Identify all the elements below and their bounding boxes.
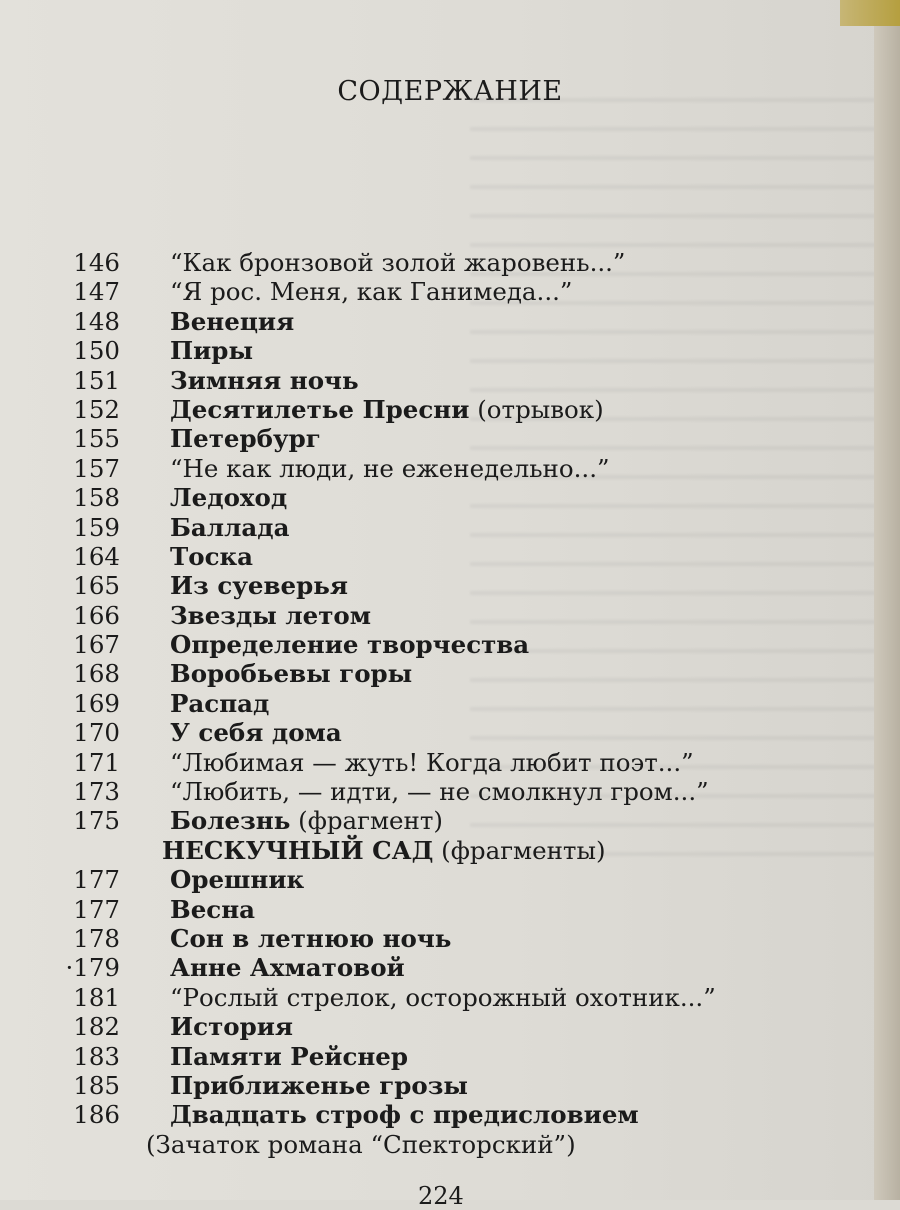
toc-page-number: 150 [73,336,120,366]
toc-entry [0,366,900,395]
toc-title [170,542,253,571]
toc-title [170,395,604,424]
toc-title [170,513,289,542]
toc-title-text: Десятилетье Пресни [170,394,470,424]
toc-entry [0,630,900,659]
toc-title-text: Распад [170,688,270,718]
toc-title-text: “Я рос. Меня, как Ганимеда...” [170,277,573,307]
toc-entry [0,895,900,924]
toc-page-number: 152 [73,394,120,424]
toc-page-number: 155 [73,424,120,454]
toc-entry [0,689,900,718]
toc-entry [0,424,900,453]
toc-page-number: 175 [73,806,120,836]
toc-page-number: 159 [73,512,120,542]
toc-title-text: “Как бронзовой золой жаровень...” [170,248,626,277]
toc-page-number: 185 [73,1070,120,1100]
toc-title-text: Памяти Рейснер [170,1041,409,1071]
toc-title [170,1100,639,1129]
toc-page-number: 165 [73,571,120,601]
toc-title [170,953,405,982]
toc-title [170,571,348,600]
toc-page-number: 148 [73,306,120,336]
toc-page-number: 178 [73,923,120,953]
toc-page-number: 169 [73,688,120,718]
toc-title-text: Приближенье грозы [170,1070,468,1100]
toc-page-number: 177 [73,865,120,895]
toc-title [146,1130,576,1159]
toc-title-text: История [170,1012,293,1042]
toc-title [170,924,451,953]
toc-title-text: Сон в летнюю ночь [170,923,452,953]
toc-title-text: Воробьевы горы [170,659,413,689]
toc-title-note: (фрагмент) [290,806,443,836]
toc-title [170,777,709,806]
toc-title [170,659,412,688]
toc-entry [0,659,900,688]
toc-title-text: Тоска [170,541,254,571]
toc-title [170,307,294,336]
toc-title-text: Анне Ахматовой [170,953,405,983]
toc-title [170,424,321,453]
toc-title [170,1042,408,1071]
toc-entry [0,454,900,483]
toc-title [170,806,443,835]
toc-title-text: Орешник [170,865,305,895]
toc-entry [0,1012,900,1041]
toc-title-text: “Любимая — жуть! Когда любит поэт...” [170,747,694,777]
toc-entry [0,748,900,777]
toc-title-text: Звезды летом [170,600,372,630]
toc-title [170,865,304,894]
page-number: 224 [418,1182,464,1210]
toc-entry [0,277,900,306]
toc-entry [0,924,900,953]
toc-title-text: “Рослый стрелок, осторожный охотник...” [170,982,716,1012]
toc-title-text: Из суеверья [170,571,348,601]
toc-title [170,983,716,1012]
toc-page-number: 147 [73,277,120,307]
toc-title-text: Двадцать строф с предисловием [170,1100,639,1130]
toc-title [170,454,610,483]
toc-page-number: 186 [73,1100,120,1130]
toc-title-text: “Любить, — идти, — не смолкнул гром...” [170,777,709,807]
toc-entry [0,983,900,1012]
toc-title-text: Ледоход [170,483,288,513]
toc-title-text: Петербург [170,424,321,454]
toc-title [170,366,359,395]
toc-page-number: 158 [73,483,120,513]
toc-title-text: Баллада [170,512,290,542]
toc-title [170,689,269,718]
toc-title-text: У себя дома [170,718,342,748]
toc-page-number: 173 [73,777,120,807]
toc-title [170,277,572,306]
toc-title [170,748,694,777]
toc-entry [0,542,900,571]
toc-entry [0,865,900,894]
toc-entry [0,1042,900,1071]
toc-entry [0,513,900,542]
toc-title [170,1071,468,1100]
toc-page-number: 183 [73,1041,120,1071]
toc-page-number: 168 [73,659,120,689]
toc-title-text: Зимняя ночь [170,365,359,395]
toc-entry [0,718,900,747]
toc-page-number: 157 [73,453,120,483]
toc-page-number: 167 [73,630,120,660]
toc-title-text: Весна [170,894,256,924]
toc-page-number: 170 [73,718,120,748]
toc-title-text: Венеция [170,306,295,336]
toc-page-number: 182 [73,1012,120,1042]
toc-entry [0,307,900,336]
toc-entry [0,336,900,365]
cover-edge [840,0,900,26]
toc-page-number: 181 [73,982,120,1012]
toc-title [170,336,253,365]
toc-page-number: 166 [73,600,120,630]
toc-entry [0,806,900,835]
toc-title-note: (фрагменты) [433,835,606,865]
toc-entry [0,1071,900,1100]
toc-title-text: Определение творчества [170,630,530,660]
toc-entry [0,1100,900,1129]
toc-title-text: НЕСКУЧНЫЙ САД [162,835,434,865]
toc-title [170,1012,293,1041]
toc-section-heading [0,836,900,865]
toc-title-text: “Не как люди, не еженедельно...” [170,453,610,483]
table-of-contents [0,248,900,1159]
toc-entry [0,777,900,806]
toc-title [170,483,287,512]
toc-entry [0,483,900,512]
toc-entry [0,395,900,424]
toc-title-note: (отрывок) [469,394,604,424]
toc-page-number: 146 [73,248,120,277]
toc-entry [0,601,900,630]
toc-title [170,248,625,277]
toc-title [170,895,255,924]
toc-page-number: 151 [73,365,120,395]
page-title: СОДЕРЖАНИЕ [337,76,563,107]
toc-page-number: 164 [73,541,120,571]
toc-page-number: 171 [73,747,120,777]
toc-title [170,601,371,630]
toc-title-text: Болезнь [170,806,291,836]
toc-page-number: ·179 [65,953,120,983]
toc-title-text: Пиры [170,336,253,366]
toc-entry [0,248,900,277]
toc-title [170,630,529,659]
toc-entry [0,953,900,982]
page-folio [418,1182,488,1210]
toc-title [170,718,342,747]
toc-entry [0,1130,900,1159]
toc-title-text: (Зачаток романа “Спекторский”) [146,1129,576,1159]
toc-entry [0,571,900,600]
toc-title [162,836,606,865]
toc-page-number: 177 [73,894,120,924]
